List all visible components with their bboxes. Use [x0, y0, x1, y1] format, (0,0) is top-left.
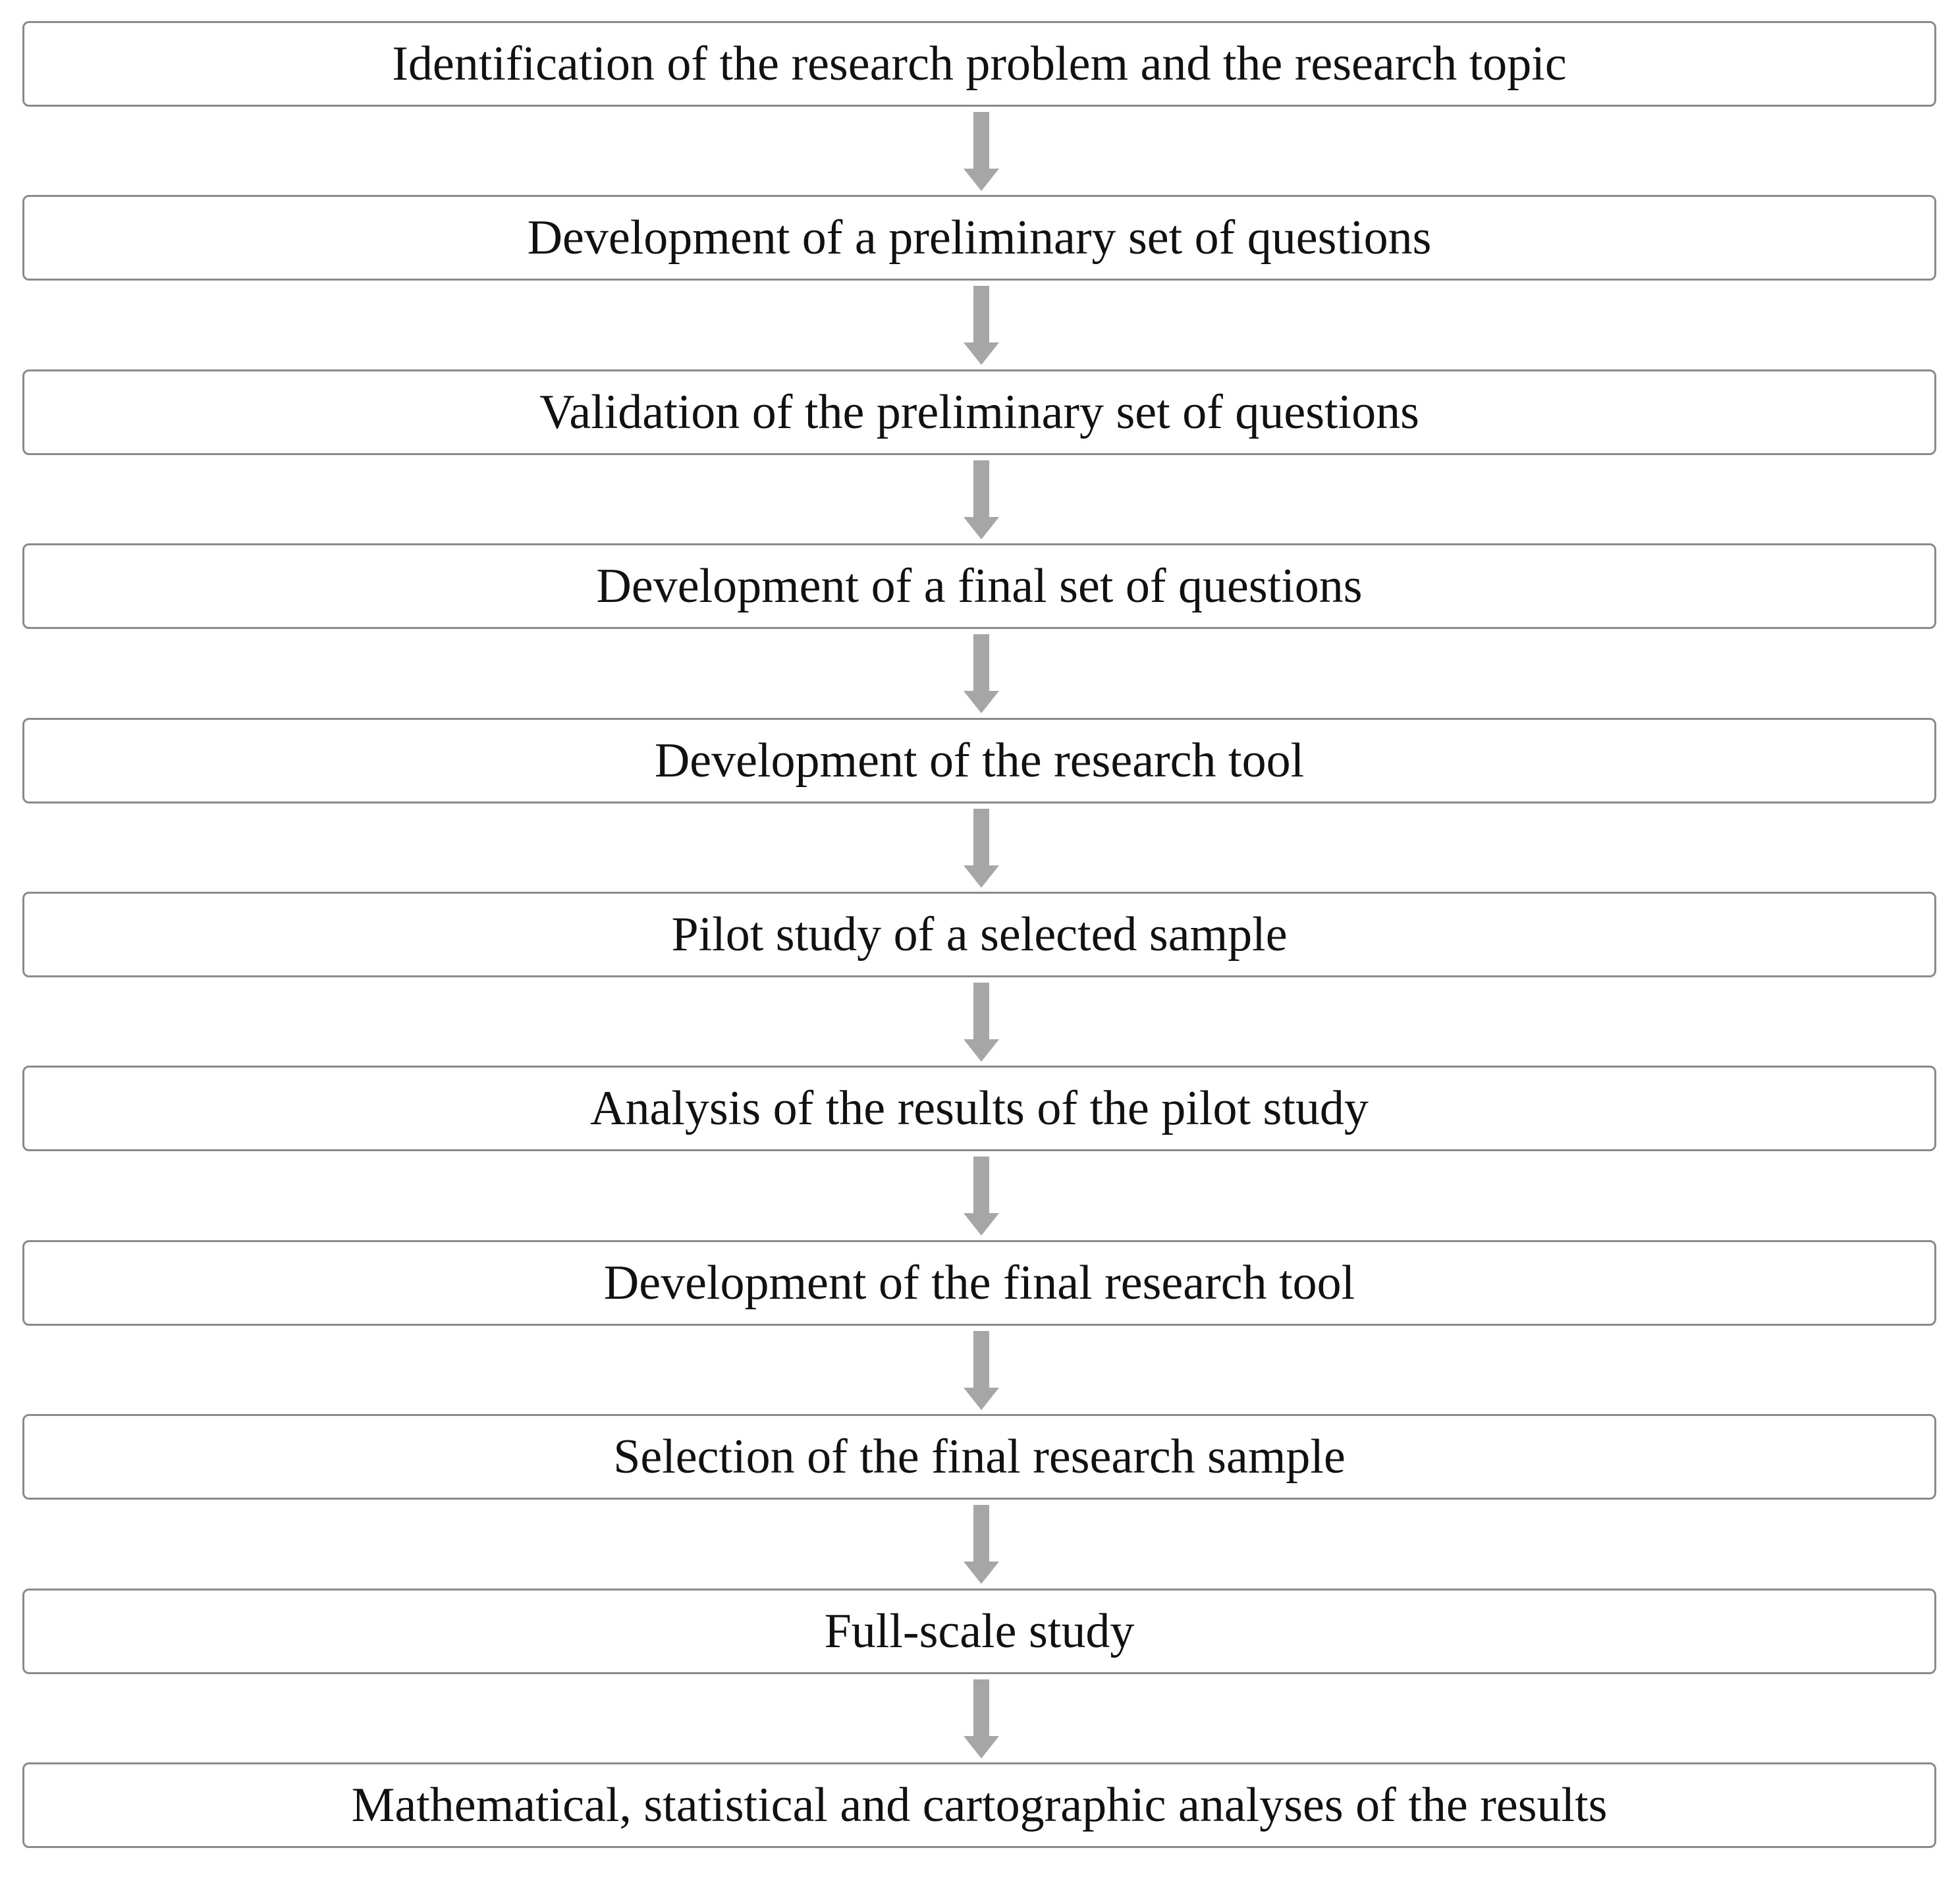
step-box-3: [22, 369, 1936, 455]
step-label-2: Development of a preliminary set of questions: [527, 211, 1432, 265]
down-arrow-icon: [964, 1156, 999, 1236]
step-label-5: Development of the research tool: [654, 734, 1305, 788]
step-label-7: Analysis of the results of the pilot study: [590, 1081, 1369, 1135]
step-box-8: [22, 1240, 1936, 1326]
step-label-11: Mathematical, statistical and cartographic analyses of the results: [351, 1778, 1608, 1832]
step-label-9: Selection of the final research sample: [613, 1430, 1346, 1484]
down-arrow-icon: [964, 809, 999, 888]
step-label-3: Validation of the preliminary set of questions: [539, 385, 1419, 439]
step-box-10: [22, 1589, 1936, 1674]
step-label-4: Development of a final set of questions: [596, 559, 1363, 613]
down-arrow-icon: [964, 634, 999, 713]
step-box-4: [22, 543, 1936, 629]
down-arrow-icon: [964, 112, 999, 191]
down-arrow-icon: [964, 1505, 999, 1584]
down-arrow-icon: [964, 983, 999, 1062]
step-box-2: [22, 195, 1936, 281]
step-box-5: [22, 718, 1936, 803]
step-box-1: [22, 21, 1936, 107]
step-box-9: [22, 1414, 1936, 1500]
step-box-6: [22, 892, 1936, 977]
step-box-11: [22, 1762, 1936, 1848]
down-arrow-icon: [964, 286, 999, 365]
step-label-8: Development of the final research tool: [603, 1256, 1355, 1310]
down-arrow-icon: [964, 460, 999, 539]
step-label-10: Full-scale study: [824, 1604, 1135, 1658]
step-label-6: Pilot study of a selected sample: [671, 908, 1288, 962]
step-box-7: [22, 1066, 1936, 1151]
step-label-1: Identification of the research problem and the research topic: [392, 37, 1567, 91]
down-arrow-icon: [964, 1331, 999, 1410]
down-arrow-icon: [964, 1679, 999, 1758]
